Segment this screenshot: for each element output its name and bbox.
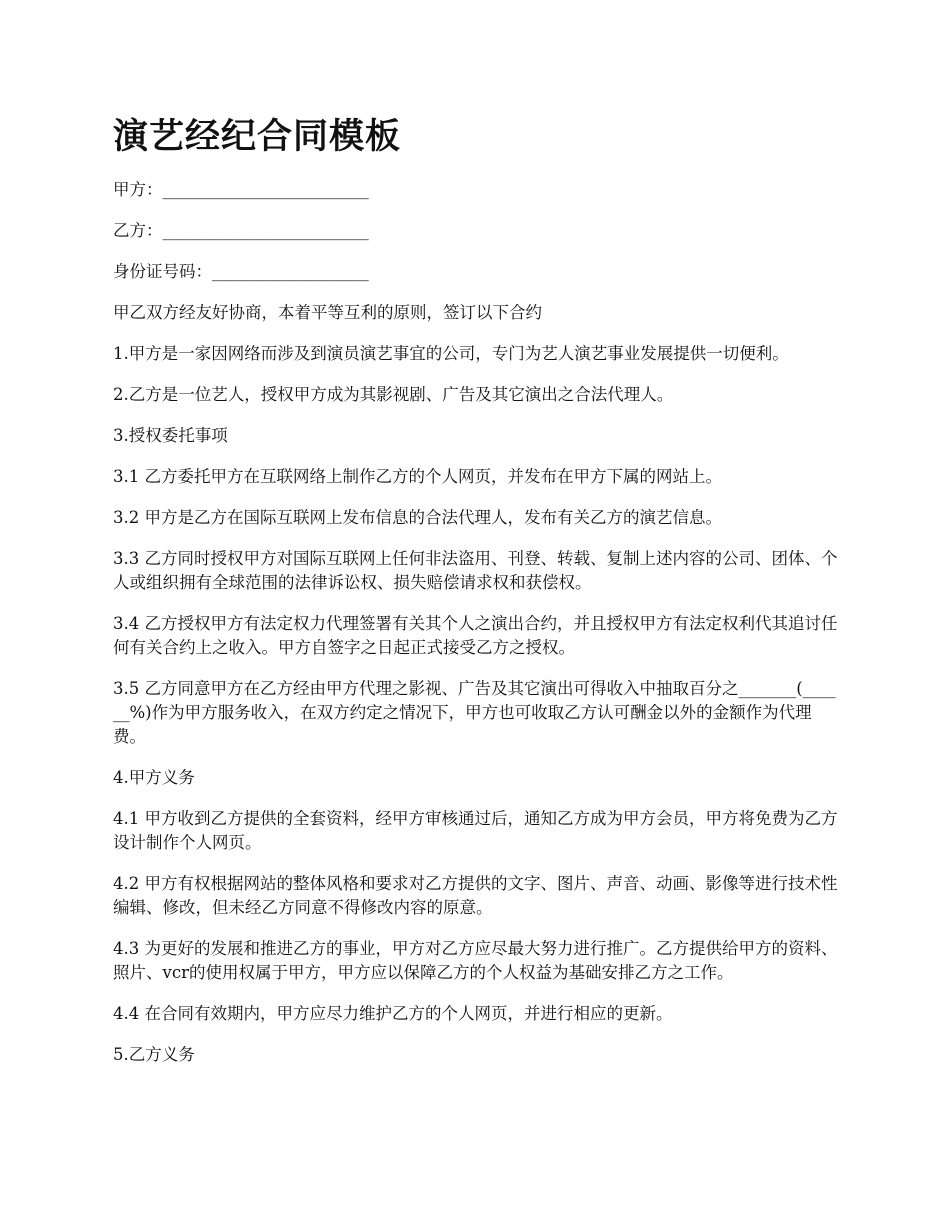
party-b-label: 乙方： (113, 221, 163, 240)
clause-1: 1.甲方是一家因网络而涉及到演员演艺事宜的公司，专门为艺人演艺事业发展提供一切便利。 (113, 344, 789, 363)
clause-4-3: 4.3 为更好的发展和推进乙方的事业，甲方对乙方应尽最大努力进行推广。乙方提供给甲方的资料、照片、vcr的使用权属于甲方，甲方应以保障乙方的个人权益为基础安排乙方之工作。 (113, 939, 838, 982)
document-body (113, 178, 838, 1084)
clause-4-1: 4.1 甲方收到乙方提供的全套资料，经甲方审核通过后，通知乙方成为甲方会员，甲方将免费为乙方设计制作个人网页。 (113, 809, 838, 852)
party-a-blank: _________________________ (162, 180, 369, 199)
party-b-line (113, 219, 838, 243)
section-4-heading: 4.甲方义务 (113, 768, 195, 787)
party-a-line (113, 178, 838, 202)
party-a-label: 甲方： (113, 180, 163, 199)
document-title: 演艺经纪合同模板 (113, 117, 402, 157)
section-5-heading: 5.乙方义务 (113, 1045, 195, 1064)
clause-2: 2.乙方是一位艺人，授权甲方成为其影视剧、广告及其它演出之合法代理人。 (113, 385, 674, 404)
clause-3-1: 3.1 乙方委托甲方在互联网络上制作乙方的个人网页，并发布在甲方下属的网站上。 (113, 467, 722, 486)
id-number-line (113, 260, 838, 284)
clause-4-2: 4.2 甲方有权根据网站的整体风格和要求对乙方提供的文字、图片、声音、动画、影像等进行技术性编辑、修改，但未经乙方同意不得修改内容的原意。 (113, 874, 838, 917)
clause-3-2: 3.2 甲方是乙方在国际互联网上发布信息的合法代理人，发布有关乙方的演艺信息。 (113, 508, 722, 527)
id-number-blank: ___________________ (212, 262, 369, 281)
id-number-label: 身份证号码： (113, 262, 212, 281)
clause-3-4: 3.4 乙方授权甲方有法定权力代理签署有关其个人之演出合约，并且授权甲方有法定权利代其追讨任何有关合约上之收入。甲方自签字之日起正式接受乙方之授权。 (113, 614, 838, 657)
intro-paragraph: 甲乙双方经友好协商，本着平等互利的原则，签订以下合约 (113, 303, 542, 322)
party-b-blank: _________________________ (162, 221, 369, 240)
clause-3-5: 3.5 乙方同意甲方在乙方经由甲方代理之影视、广告及其它演出可得收入中抽取百分之_______(______%)作为甲方服务收入，在双方约定之情况下，甲方也可收取乙方认可酬金以外的金额作为代理费。 (113, 679, 836, 746)
section-3-heading: 3.授权委托事项 (113, 426, 228, 445)
clause-3-3: 3.3 乙方同时授权甲方对国际互联网上任何非法盗用、刊登、转载、复制上述内容的公司、团体、个人或组织拥有全球范围的法律诉讼权、损失赔偿请求权和获偿权。 (113, 549, 838, 592)
clause-4-4: 4.4 在合同有效期内，甲方应尽力维护乙方的个人网页，并进行相应的更新。 (113, 1004, 673, 1023)
